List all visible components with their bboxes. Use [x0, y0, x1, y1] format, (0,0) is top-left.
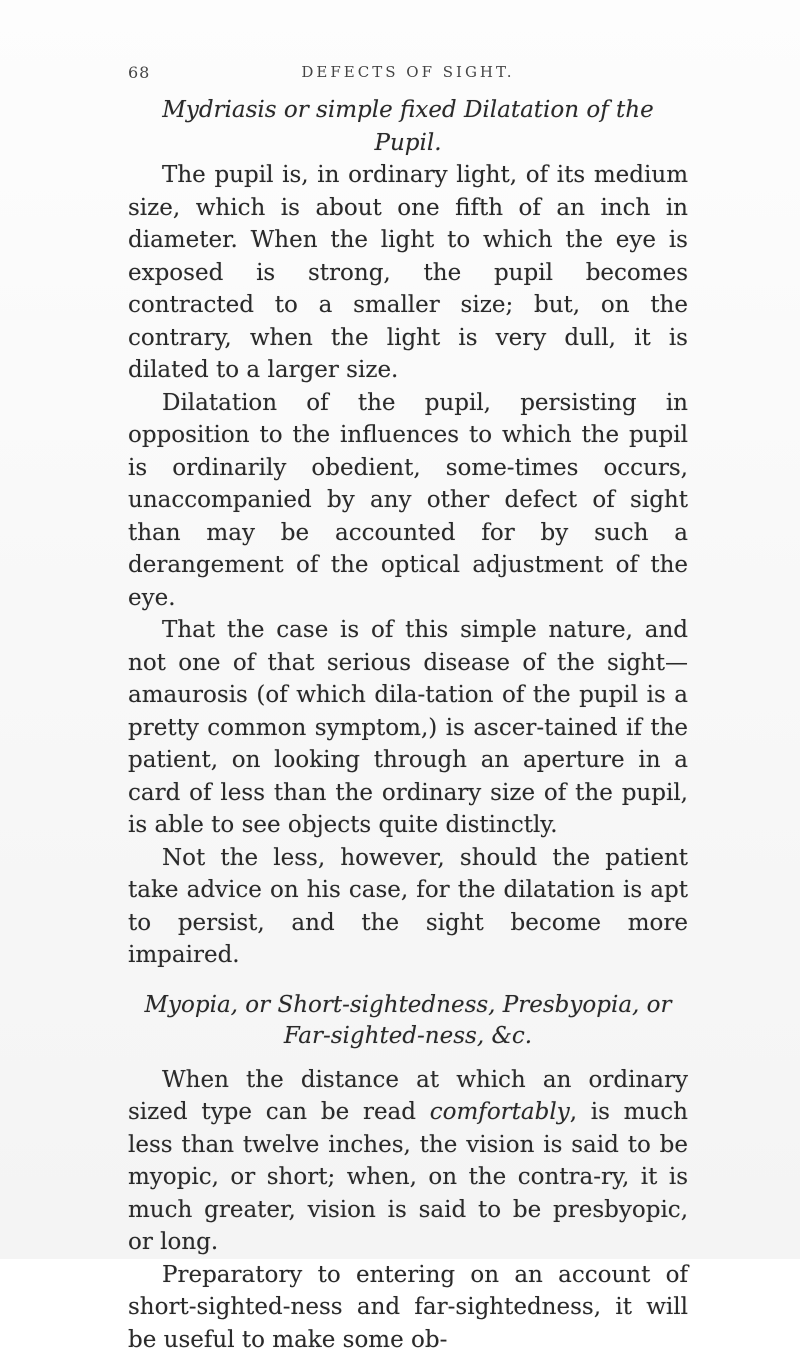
- paragraph-text: , is much less than twelve inches, the vision is said to be myopic, or short; when, on the contra-ry, it is much greater, vision is said to be presbyopic, or long.: [128, 1099, 688, 1255]
- paragraph: The pupil is, in ordinary light, of its medium size, which is about one fifth of an inch in diameter. When the light to which the eye is exposed is strong, the pupil becomes contracted to a smaller size; but, on the contrary, when the light is very dull, it is dilated to a larger size.: [128, 159, 688, 387]
- section-heading-mydriasis: Mydriasis or simple fixed Dilatation of the Pupil.: [128, 94, 688, 159]
- emphasis-text: comfortably: [430, 1099, 570, 1125]
- paragraph: Dilatation of the pupil, persisting in opposition to the influences to which the pupil is ordinarily obedient, some-times occurs, unaccompanied by any other defect of sight than may be accounted for by such a derangement of the optical adjustment of the eye.: [128, 387, 688, 615]
- section-heading-myopia: Myopia, or Short-sightedness, Presbyopia, or Far-sighted-ness, &c.: [128, 990, 688, 1052]
- paragraph: That the case is of this simple nature, and not one of that serious disease of the sight—amaurosis (of which dila-tation of the pupil is a pretty common symptom,) is ascer-tained if the patient, on looking through an aperture in a card of less than the ordinary size of the pupil, is able to see objects quite distinctly.: [128, 614, 688, 842]
- paragraph: [128, 1064, 688, 1259]
- paragraph-text: When the distance at which an ordinary sized type can be read: [128, 1067, 688, 1126]
- page-number: 68: [128, 63, 150, 82]
- body-text: [128, 102, 688, 1356]
- paragraph: Not the less, however, should the patient take advice on his case, for the dilatation is apt to persist, and the sight become more impaired.: [128, 842, 688, 972]
- running-head: [128, 63, 688, 89]
- paragraph: Preparatory to entering on an account of short-sighted-ness and far-sightedness, it will be useful to make some ob-: [128, 1259, 688, 1356]
- running-head-title: DEFECTS OF SIGHT.: [248, 63, 568, 81]
